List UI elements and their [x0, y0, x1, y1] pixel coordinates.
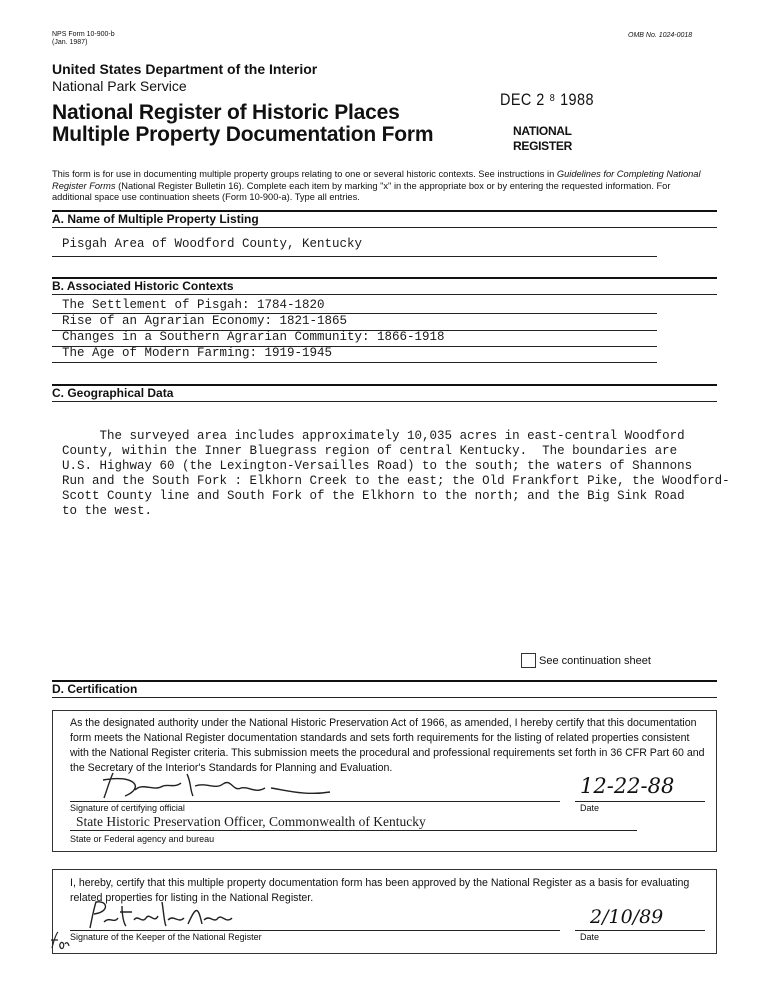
- section-c-heading: C. Geographical Data: [52, 386, 174, 400]
- historic-context-3: Changes in a Southern Agrarian Community: 1866-1918: [62, 330, 445, 344]
- signature-label: Signature of certifying official: [70, 803, 185, 813]
- certification-statement: As the designated authority under the National Historic Preservation Act of 1966, as amended, I hereby certify that this documentation form meets the National Register documentation standards and sets forth requirements for the listing of related properties consistent with the National Register criteria. This submission meets the procedural and professional requirements set forth in 36 CFR Part 60 and the Secretary of the Interior's Standards for Planning and Evaluation.: [70, 717, 705, 774]
- omb-number: OMB No. 1024-0018: [628, 32, 693, 39]
- keeper-signature-line: [70, 930, 560, 931]
- keeper-signature: [84, 898, 264, 934]
- divider: [52, 227, 717, 228]
- historic-context-1: The Settlement of Pisgah: 1784-1820: [62, 298, 325, 312]
- agency-value: State Historic Preservation Officer, Commonwealth of Kentucky: [76, 814, 426, 829]
- service-name: National Park Service: [52, 78, 187, 94]
- keeper-signature-label: Signature of the Keeper of the National Register: [70, 932, 262, 942]
- field-underline: [52, 256, 657, 257]
- keeper-statement: I, hereby, certify that this multiple property documentation form has been approved by the National Register as a basis for evaluating related properties for listing in the National Register.: [70, 877, 690, 904]
- form-title-line1: National Register of Historic Places: [52, 101, 400, 124]
- stamp-register: REGISTER: [513, 139, 572, 153]
- for-initials-mark: [48, 930, 70, 952]
- continuation-label: See continuation sheet: [539, 655, 651, 667]
- divider: [52, 697, 717, 698]
- historic-context-4: The Age of Modern Farming: 1919-1945: [62, 346, 333, 360]
- section-a-heading: A. Name of Multiple Property Listing: [52, 212, 259, 226]
- received-date-stamp: DEC 2 ⁸ 1988: [500, 90, 594, 109]
- historic-context-2: Rise of an Agrarian Economy: 1821-1865: [62, 314, 348, 328]
- field-underline: [52, 362, 657, 363]
- divider: [52, 401, 717, 402]
- divider: [52, 294, 717, 295]
- agency-line: [70, 830, 637, 831]
- geographical-description: The surveyed area includes approximately 10,035 acres in east-central Woodford County, within the Inner Bluegrass region of central Kentucky. The boundaries are U.S. Highway 60 (the Lexington-Versailles Road) to the south; the waters of Shannons Run and the South Fork : Elkhorn Creek to the east; the Old Frankfort Pike, the Woodford- Scott County line and South Fork of the Elkhorn to the north; and the Big Sink Road to the west.: [62, 429, 730, 518]
- keeper-date-line: [575, 930, 705, 931]
- stamp-national: NATIONAL: [513, 124, 572, 138]
- certifying-signature: [95, 768, 345, 804]
- form-title-line2: Multiple Property Documentation Form: [52, 123, 434, 146]
- section-d-heading: D. Certification: [52, 682, 138, 696]
- date-line: [575, 801, 705, 802]
- date-label: Date: [580, 803, 600, 813]
- department-name: United States Department of the Interior: [52, 61, 318, 77]
- signature-line: [70, 801, 560, 802]
- divider: [52, 680, 717, 682]
- keeper-date-label: Date: [580, 932, 600, 942]
- form-number: NPS Form 10-900-b: [52, 31, 115, 38]
- continuation-checkbox[interactable]: [521, 653, 536, 668]
- keeper-date-value: 2/10/89: [590, 906, 664, 928]
- certification-date-value: 12-22-88: [580, 774, 675, 798]
- multiple-property-name: Pisgah Area of Woodford County, Kentucky: [62, 237, 363, 251]
- agency-label: State or Federal agency and bureau: [70, 834, 215, 844]
- form-date: (Jan. 1987): [52, 39, 88, 46]
- instructions-text: This form is for use in documenting multiple property groups relating to one or several historic contexts. See instructions in Guidelines for Completing National Register Forms (National Register Bulletin 16). Complete each item by marking "x" in the appropriate box or by entering the requested information. For additional space use continuation sheets (Form 10-900-a). Type all entries.: [52, 169, 701, 202]
- section-b-heading: B. Associated Historic Contexts: [52, 279, 234, 293]
